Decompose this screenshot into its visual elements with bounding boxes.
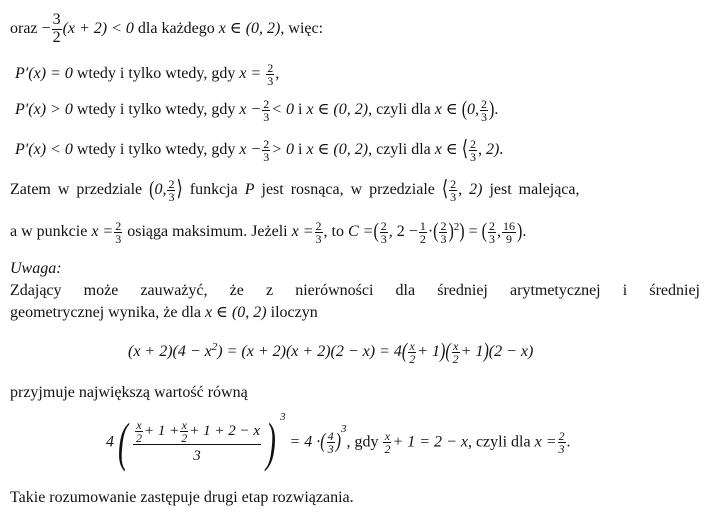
fraction: $\frac{2}{3}$ [440, 219, 447, 246]
math: x = [91, 223, 114, 241]
text: jest malejąca, [489, 181, 580, 199]
math: x ∈ (0, 2) [306, 101, 369, 119]
math: P′(x) > 0 [15, 101, 73, 119]
line-5 [10, 178, 580, 203]
paren: ( [481, 220, 487, 243]
math: , 2 − [388, 223, 418, 241]
line-11: przyjmuje największą wartość równą [10, 384, 248, 401]
text: i [298, 101, 303, 119]
text: wtedy i tylko wtedy, gdy [76, 65, 236, 83]
text: a w punkcie [10, 223, 88, 241]
equation-product: $(x + 2)(4 - x^2) = (x + 2)(x + 2)(2 - x) = 4$( $\frac{x}{2}$ + 1)( $\frac{x}{2}$ + 1)(2 − x) [128, 339, 534, 366]
fraction: $\frac{2}{3}$ [263, 97, 270, 124]
line-4 [15, 138, 503, 163]
paren: ( [373, 220, 379, 243]
text: iloczyn [270, 304, 318, 321]
line-1 [10, 12, 323, 47]
text: , czyli dla [368, 141, 431, 159]
math: · [427, 223, 434, 241]
fraction: $\frac{2}{3}$ [488, 219, 495, 246]
text: . [499, 141, 504, 159]
paren: ) [516, 220, 523, 243]
line-13: Takie rozumowanie zastępuje drugi etap rozwiązania. [10, 489, 354, 506]
math: = [468, 223, 478, 241]
text: jest rosnąca, w przedziale [261, 181, 435, 199]
fraction: $\frac{2}{3}$ [450, 177, 457, 204]
text: oraz [10, 19, 38, 37]
fraction: $\frac{2}{3}$ [267, 61, 274, 88]
math: , [496, 223, 501, 241]
paren: ⟨ [461, 138, 468, 161]
exponent: 2 [453, 220, 460, 233]
line-3 [15, 98, 498, 123]
paren: ) [459, 220, 465, 243]
fraction: $\frac{2}{3}$ [263, 137, 270, 164]
math: 0, [154, 181, 167, 199]
math: x ∈ [434, 101, 458, 119]
text: funkcja [189, 181, 238, 199]
math: x ∈ [434, 141, 458, 159]
fraction: $\frac{2}{3}$ [115, 219, 122, 246]
paren: ( [433, 220, 439, 243]
fraction: $\frac{1}{2}$ [419, 219, 426, 246]
text: dla każdego [137, 19, 215, 37]
fraction: $\frac{2}{3}$ [469, 137, 476, 164]
line-2 [15, 62, 279, 87]
text: , więc: [280, 19, 324, 37]
math: > 0 [271, 141, 295, 159]
line-8: Zdający może zauważyć, że z nierówności dla średniej arytmetycznej i średniej [10, 282, 700, 299]
text: . [494, 101, 499, 119]
text: wtedy i tylko wtedy, gdy [76, 101, 236, 119]
paren: ) [448, 220, 454, 243]
text: i [298, 141, 303, 159]
text: , to [323, 223, 344, 241]
fraction: $\frac{2}{3}$ [168, 177, 175, 204]
text: , [275, 65, 280, 83]
line-9 [10, 305, 318, 321]
text: , czyli dla [368, 101, 431, 119]
text: − [41, 19, 51, 37]
math: P′(x) = 0 [15, 65, 73, 83]
math: , 2) [477, 141, 500, 159]
math: x ∈ (0, 2) [205, 304, 267, 321]
paren: ( [149, 178, 155, 201]
paren: ⟨ [441, 178, 449, 201]
fraction: $\frac{3}{2}$ [52, 11, 61, 46]
note-heading: Uwaga: [10, 260, 62, 277]
math: P [244, 181, 255, 199]
math: x − [239, 141, 262, 159]
math: x = [291, 223, 314, 241]
text: Zatem w przedziale [10, 181, 143, 199]
math: C = [347, 223, 374, 241]
text: wtedy i tylko wtedy, gdy [76, 141, 236, 159]
math: x = [239, 65, 262, 83]
fraction: $\frac{2}{3}$ [315, 219, 322, 246]
math: (x + 2) < 0 [62, 19, 134, 37]
equation-max-value: 4( $\frac{x}{2}$ + 1 + $\frac{x}{2}$ + 1 + 2 − x 3 ) $^3$ = 4 ·( $\frac{4}{3}$ )$^3$, gdy $\frac{x}{2}$ + 1 = 2 − x, czyli dla x = $\frac{2}{3}$ . [106, 411, 571, 473]
fraction: $\frac{16}{9}$ [502, 219, 515, 246]
fraction: $\frac{2}{3}$ [481, 97, 488, 124]
text: . [522, 223, 527, 241]
paren: ( [461, 98, 468, 121]
math: x ∈ (0, 2) [306, 141, 369, 159]
fraction: $\frac{2}{3}$ [380, 219, 387, 246]
text: geometrycznej wynika, że dla [10, 304, 202, 321]
paren: ⟩ [176, 178, 183, 201]
math: < 0 [271, 101, 295, 119]
line-6 [10, 220, 526, 245]
math: , 2) [458, 181, 483, 199]
math: P′(x) < 0 [15, 141, 73, 159]
math: x ∈ (0, 2) [218, 19, 281, 37]
math: x − [239, 101, 262, 119]
math: 0, [467, 101, 480, 119]
paren: ) [489, 98, 495, 121]
text: osiąga maksimum. Jeżeli [127, 223, 288, 241]
